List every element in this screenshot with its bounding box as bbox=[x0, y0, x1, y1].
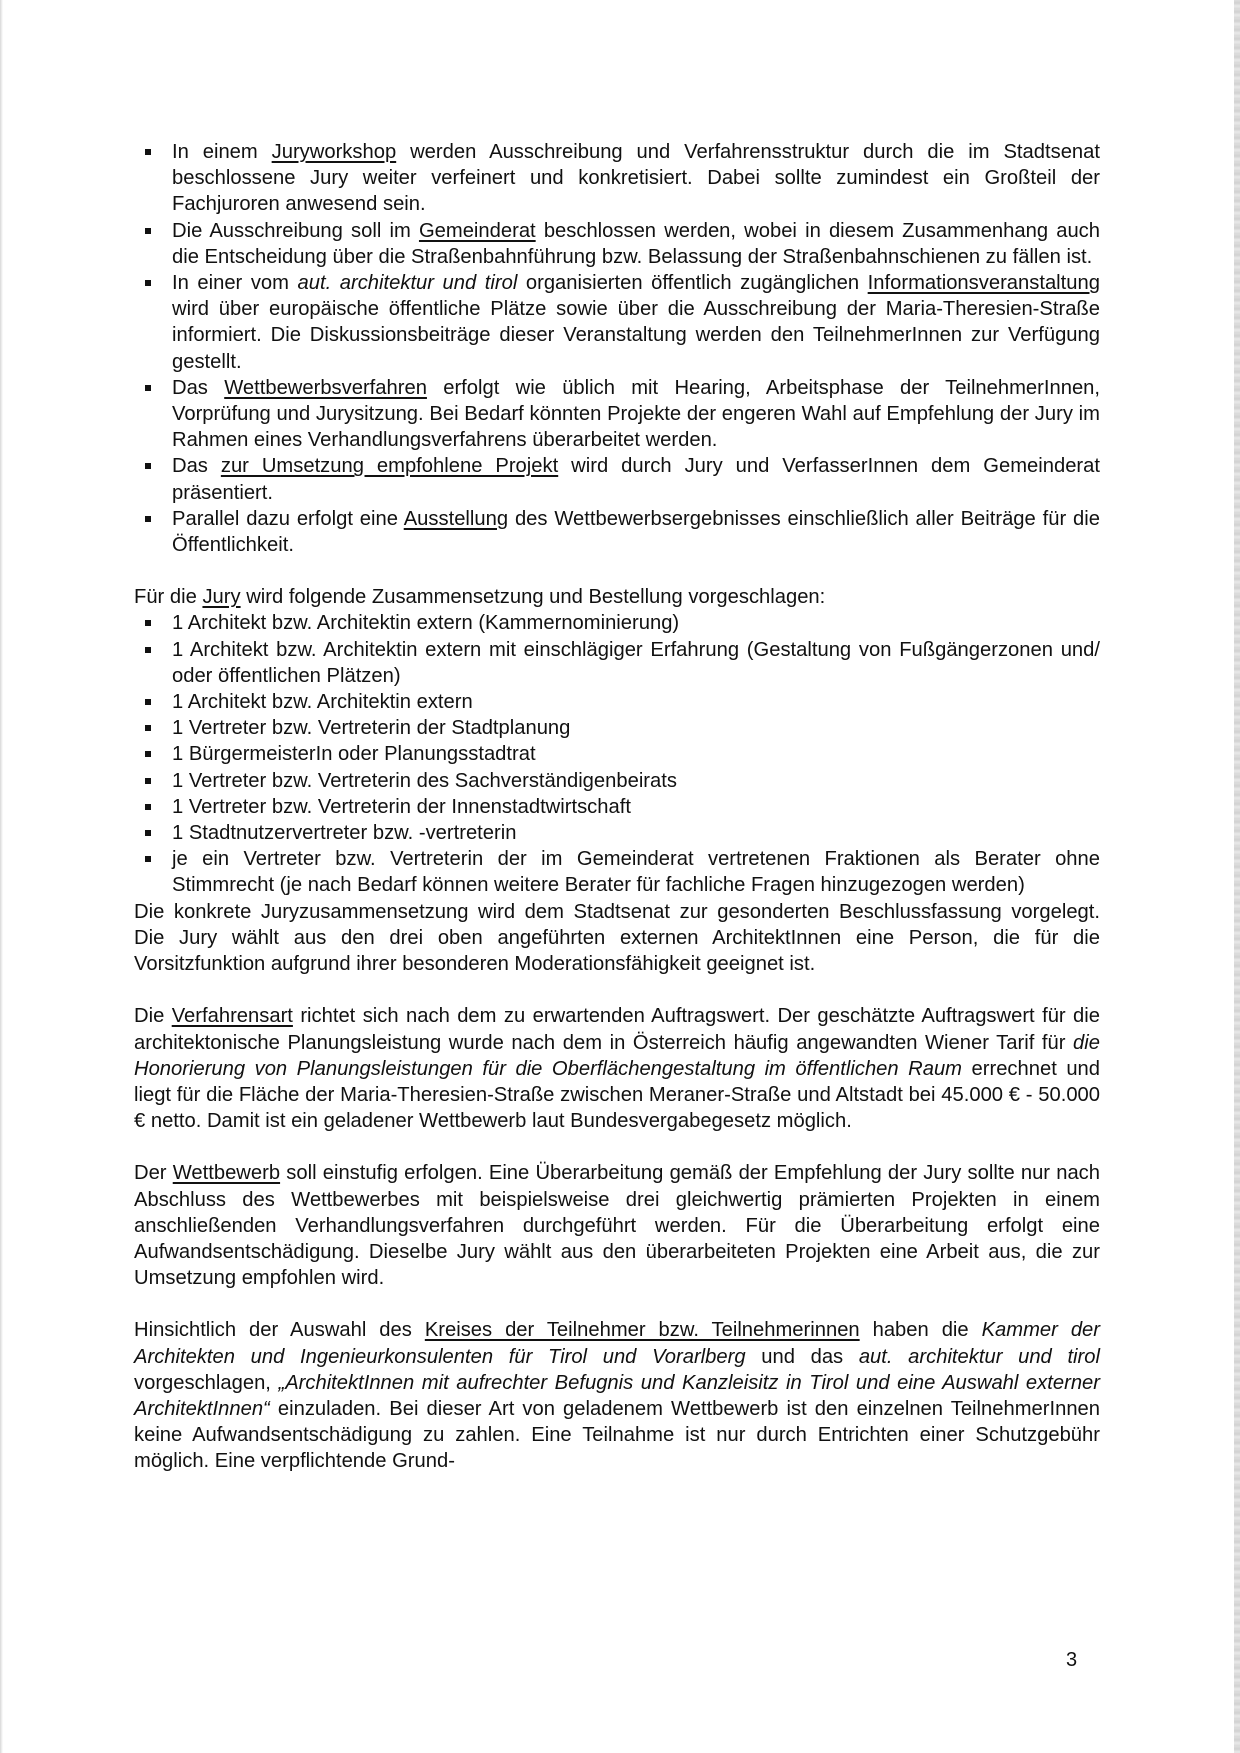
jury-member-item bbox=[134, 768, 1100, 794]
underlined-term: Wettbewerb bbox=[172, 1162, 281, 1185]
text-run: beschlossen werden, wobei in diesem Zusammenhang auch die Entscheidung über die Straßenbahnführung bzw. Belassung der Straßenbahnschienen zu fällen ist. bbox=[172, 219, 1100, 268]
process-step-item bbox=[134, 506, 1100, 558]
text-run: 1 BürgermeisterIn oder Planungsstadtrat bbox=[172, 743, 536, 766]
jury-member-item bbox=[134, 610, 1100, 636]
process-steps-list bbox=[134, 139, 1100, 558]
process-step-item bbox=[134, 139, 1100, 218]
text-run: Für die bbox=[134, 586, 203, 609]
text-run: soll einstufig erfolgen. Eine Überarbeitung gemäß der Empfehlung der Jury sollte nur nach Abschluss des Wettbewerbes mit beispielsweise drei gleichwertig prämierten Projekten in einem anschließenden Verhandlungsverfahren durchgeführt werden. Für die Überarbeitung erfolgt eine Aufwandsentschädigung. Dieselbe Jury wählt aus den überarbeiteten Projekten eine Arbeit aus, die zur Umsetzung empfohlen wird. bbox=[134, 1162, 1100, 1290]
text-run: 1 Architekt bzw. Architektin extern bbox=[172, 691, 473, 714]
procedure-paragraph bbox=[134, 1003, 1100, 1134]
text-run: organisierten öffentlich zugänglichen bbox=[517, 272, 868, 295]
jury-members-list bbox=[134, 610, 1100, 898]
text-run: 1 Stadtnutzervertreter bzw. -vertreterin bbox=[172, 822, 517, 845]
underlined-term: Informationsveranstaltung bbox=[867, 272, 1100, 295]
text-run: Hinsichtlich der Auswahl des bbox=[134, 1319, 425, 1342]
underlined-term: Juryworkshop bbox=[271, 141, 397, 163]
text-run: Parallel dazu erfolgt eine bbox=[172, 507, 404, 530]
text-run: je ein Vertreter bzw. Vertreterin der im Gemeinderat vertretenen Fraktionen als Berater ohne Stimmrecht (je nach Bedarf können weitere Berater für fachliche Fragen hinzugezogen werden) bbox=[172, 848, 1100, 897]
document-body bbox=[134, 139, 1100, 1475]
process-step-item bbox=[134, 270, 1100, 375]
text-run: und das bbox=[745, 1345, 859, 1368]
underlined-term: Verfahrensart bbox=[171, 1005, 293, 1028]
text-run: Die bbox=[134, 1005, 172, 1028]
text-run: 1 Vertreter bzw. Vertreterin der Stadtplanung bbox=[172, 717, 571, 740]
text-run: 1 Vertreter bzw. Vertreterin des Sachverständigenbeirats bbox=[172, 769, 677, 792]
text-run: werden Ausschreibung und Verfahrensstruktur durch die im Stadtsenat beschlossene Jury weiter verfeinert und konkretisiert. Dabei sollte zumindest ein Großteil der Fachjuroren anwesend sein. bbox=[172, 141, 1100, 216]
text-run: richtet sich nach dem zu erwartenden Auftragswert. Der geschätzte Auftragswert für die architektonische Planungsleistung wurde nach dem in Österreich häufig angewandten Wiener Tarif für bbox=[134, 1005, 1100, 1054]
text-run: Die konkrete Juryzusammensetzung wird dem Stadtsenat zur gesonderten Beschlussfassung vorgelegt. Die Jury wählt aus den drei oben angeführten externen ArchitektInnen eine Person, die für die Vorsitzfunktion aufgrund ihrer besonderen Moderationsfähigkeit geeignet ist. bbox=[134, 900, 1100, 976]
jury-member-item bbox=[134, 794, 1100, 820]
underlined-term: Kreises der Teilnehmer bzw. Teilnehmerinnen bbox=[424, 1319, 860, 1342]
text-run: einzuladen. Bei dieser Art von geladenem Wettbewerb ist den einzelnen TeilnehmerInnen keine Aufwandsentschädigung zu zahlen. Eine Teilnahme ist nur durch Entrichten einer Schutzgebühr möglich. Eine verpflichtende Grund- bbox=[134, 1397, 1100, 1473]
underlined-term: Jury bbox=[202, 586, 241, 609]
jury-member-item bbox=[134, 741, 1100, 767]
process-step-item bbox=[134, 453, 1100, 505]
text-run: erfolgt wie üblich mit Hearing, Arbeitsphase der TeilnehmerInnen, Vorprüfung und Jurysitzung. Bei Bedarf könnten Projekte der engeren Wahl auf Empfehlung der Jury im Rahmen eines Verhandlungsverfahrens überarbeitet werden. bbox=[172, 376, 1101, 452]
jury-member-item bbox=[134, 715, 1100, 741]
italic-text: aut. architektur und tirol bbox=[858, 1345, 1100, 1368]
scan-edge-right bbox=[1234, 0, 1240, 1753]
text-run: 1 Architekt bzw. Architektin extern mit einschlägiger Erfahrung (Gestaltung von Fußgängerzonen und/ oder öffentlichen Plätzen) bbox=[172, 638, 1100, 687]
text-run: In einer vom bbox=[172, 272, 298, 295]
text-run: Die Ausschreibung soll im bbox=[172, 219, 419, 242]
text-run: Das bbox=[172, 376, 225, 399]
jury-member-item bbox=[134, 820, 1100, 846]
text-run: Das bbox=[172, 455, 221, 478]
jury-member-item bbox=[134, 689, 1100, 715]
text-run: 1 Vertreter bzw. Vertreterin der Innenstadtwirtschaft bbox=[172, 795, 631, 818]
text-run: 1 Architekt bzw. Architektin extern (Kammernominierung) bbox=[172, 612, 680, 635]
participants-paragraph bbox=[134, 1317, 1100, 1474]
text-run: wird folgende Zusammensetzung und Bestellung vorgeschlagen: bbox=[240, 586, 826, 609]
underlined-term: Gemeinderat bbox=[418, 219, 536, 242]
text-run: wird über europäische öffentliche Plätze sowie über die Ausschreibung der Maria-Theresien-Straße informiert. Die Diskussionsbeiträge dieser Veranstaltung werden den TeilnehmerInnen zur Verfügung gestellt. bbox=[172, 298, 1100, 373]
italic-text: die Honorierung von Planungsleistungen für die Oberflächengestaltung im öffentlichen Raum bbox=[134, 1031, 1100, 1080]
text-run: Der bbox=[134, 1162, 173, 1185]
underlined-term: Ausstellung bbox=[403, 507, 509, 530]
page-number: 3 bbox=[1066, 1649, 1078, 1671]
text-run: errechnet und liegt für die Fläche der Maria-Theresien-Straße zwischen Meraner-Straße und Altstadt bei 45.000 € - 50.000 € netto. Damit ist ein geladener Wettbewerb laut Bundesvergabegesetz möglich. bbox=[134, 1057, 1101, 1133]
underlined-term: zur Umsetzung empfohlene Projekt bbox=[220, 455, 559, 478]
scan-edge-left bbox=[0, 0, 3, 1753]
process-step-item bbox=[134, 218, 1100, 270]
jury-note bbox=[134, 899, 1100, 978]
jury-intro bbox=[134, 584, 1100, 610]
competition-paragraph bbox=[134, 1160, 1100, 1291]
text-run: vorgeschlagen, bbox=[134, 1371, 279, 1394]
italic-text: Kammer der Architekten und Ingenieurkonsulenten für Tirol und Vorarlberg bbox=[134, 1319, 1100, 1368]
italic-text: „ArchitektInnen mit aufrechter Befugnis und Kanzleisitz in Tirol und eine Auswahl externer ArchitektInnen“ bbox=[134, 1371, 1100, 1420]
underlined-term: Wettbewerbsverfahren bbox=[224, 376, 427, 399]
text-run: wird durch Jury und VerfasserInnen dem Gemeinderat präsentiert. bbox=[172, 455, 1100, 504]
text-run: des Wettbewerbsergebnisses einschließlich aller Beiträge für die Öffentlichkeit. bbox=[172, 507, 1100, 557]
jury-member-item bbox=[134, 637, 1100, 689]
text-run: haben die bbox=[859, 1319, 982, 1342]
process-step-item bbox=[134, 375, 1100, 454]
text-run: In einem bbox=[172, 141, 272, 163]
italic-text: aut. architektur und tirol bbox=[297, 272, 518, 295]
jury-member-item bbox=[134, 846, 1100, 898]
